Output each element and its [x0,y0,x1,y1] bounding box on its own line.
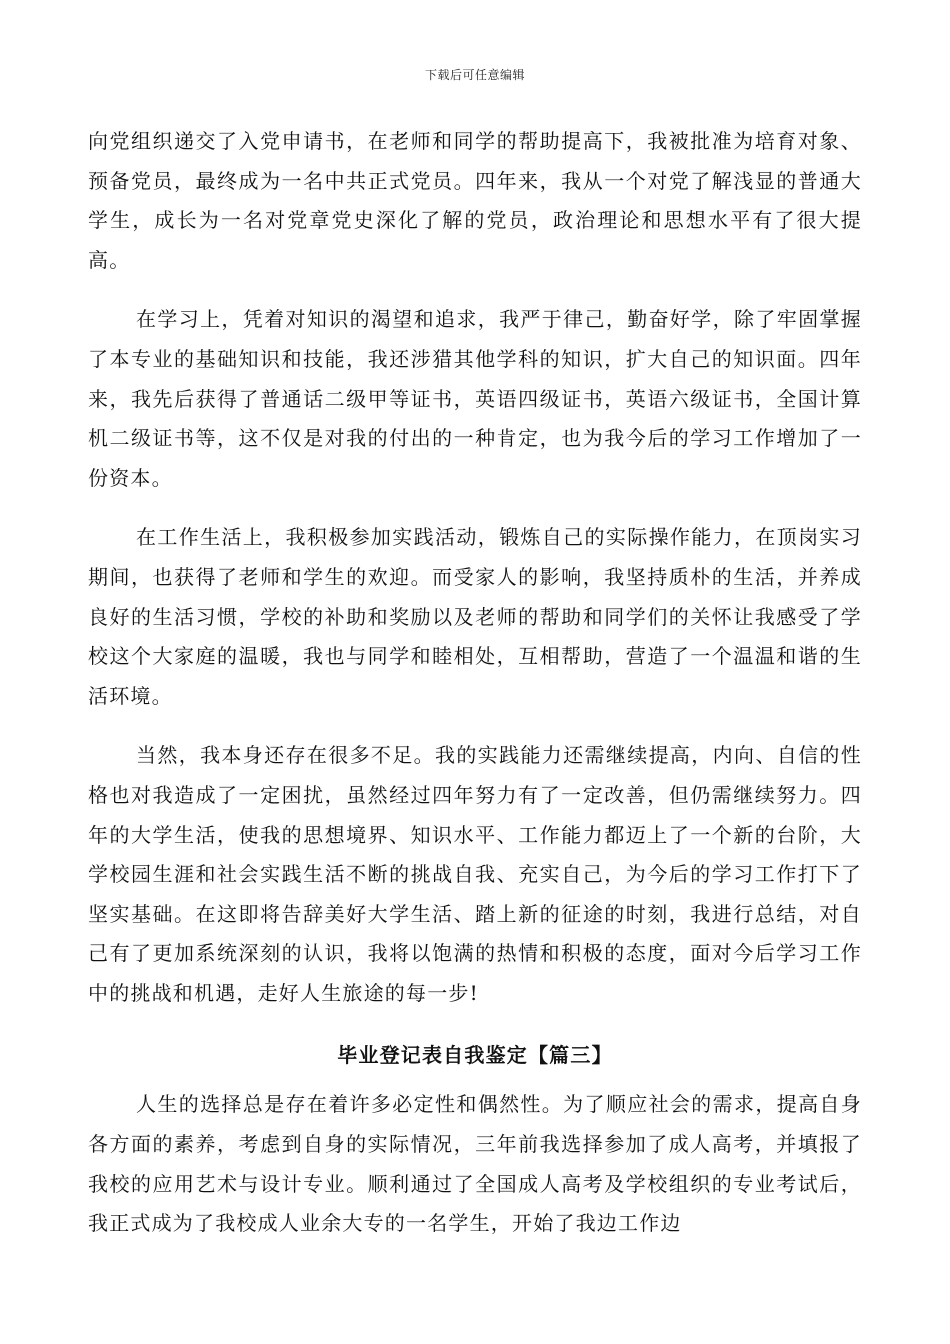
paragraph-gap [88,1013,862,1033]
paragraph-3: 在工作生活上，我积极参加实践活动，锻炼自己的实际操作能力，在顶岗实习期间，也获得了老师和学生的欢迎。而受家人的影响，我坚持质朴的生活，并养成良好的生活习惯，学校的补助和奖励以及老师的帮助和同学们的关怀让我感受了学校这个大家庭的温暖，我也与同学和睦相处，互相帮助，营造了一个温温和谐的生活环境。 [88,525,862,708]
header-note: 下载后可任意编辑 [424,68,525,82]
paragraph-gap [88,280,862,300]
paragraph-4: 当然，我本身还存在很多不足。我的实践能力还需继续提高，内向、自信的性格也对我造成了一定困扰，虽然经过四年努力有了一定改善，但仍需继续努力。四年的大学生活，使我的思想境界、知识水平、工作能力都迈上了一个新的台阶，大学校园生涯和社会实践生活不断的挑战自我、充实自己，为今后的学习工作打下了坚实基础。在这即将告辞美好大学生活、踏上新的征途的时刻，我进行总结，对自己有了更加系统深刻的认识，我将以饱满的热情和积极的态度，面对今后学习工作中的挑战和机遇，走好人生旅途的每一步! [88,743,862,1005]
paragraph-5: 人生的选择总是存在着许多必定性和偶然性。为了顺应社会的需求，提高自身各方面的素养，考虑到自身的实际情况，三年前我选择参加了成人高考，并填报了我校的应用艺术与设计专业。顺利通过了全国成人高考及学校组织的专业考试后，我正式成为了我校成人业余大专的一名学生，开始了我边工作边 [88,1092,862,1236]
section-title: 毕业登记表自我鉴定【篇三】 [337,1043,613,1068]
paragraph-2: 在学习上，凭着对知识的渴望和追求，我严于律己，勤奋好学，除了牢固掌握了本专业的基础知识和技能，我还涉猎其他学科的知识，扩大自己的知识面。四年来，我先后获得了普通话二级甲等证书，英语四级证书，英语六级证书，全国计算机二级证书等，这不仅是对我的付出的一种肯定，也为我今后的学习工作增加了一份资本。 [88,307,862,490]
paragraph-gap [88,498,862,518]
document-body [88,122,862,1244]
paragraph-1: 向党组织递交了入党申请书，在老师和同学的帮助提高下，我被批准为培育对象、预备党员，最终成为一名中共正式党员。四年来，我从一个对党了解浅显的普通大学生，成长为一名对党章党史深化了解的党员，政治理论和思想水平有了很大提高。 [88,129,862,272]
paragraph-gap [88,716,862,736]
